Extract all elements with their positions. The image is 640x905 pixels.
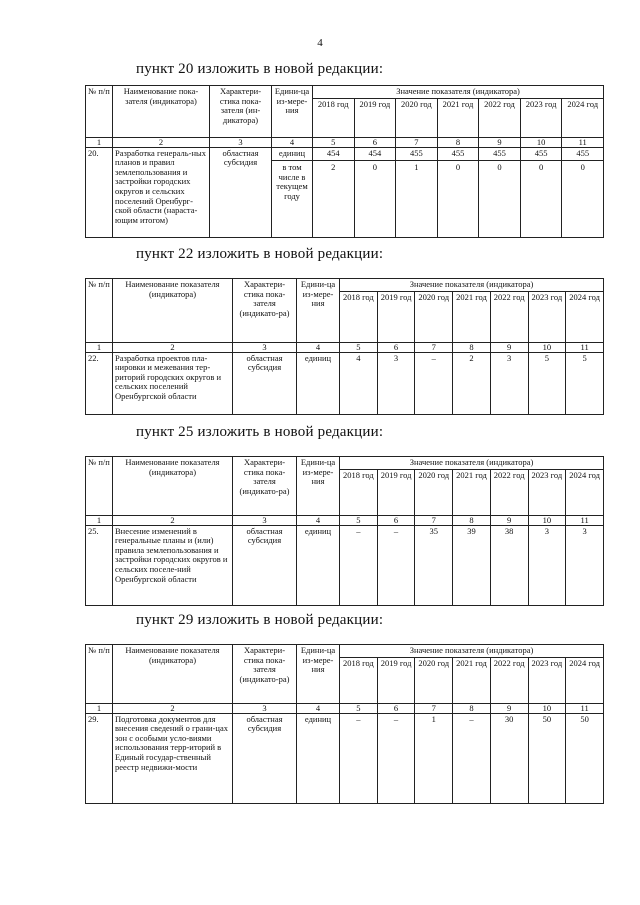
- value-cell: [377, 352, 415, 414]
- value-cell: [490, 525, 528, 605]
- value-text: –: [393, 525, 399, 536]
- column-number-cell: 11: [566, 703, 604, 713]
- value-text: 455: [451, 147, 465, 158]
- column-number-cell: 8: [453, 342, 491, 352]
- column-number-cell: 7: [415, 703, 453, 713]
- value-text: 2: [313, 160, 354, 173]
- value-cell: [415, 525, 453, 605]
- header-unit-cell: Едини-ца из-мере-ния: [297, 457, 340, 516]
- column-number-cell: 1: [86, 703, 113, 713]
- column-number-cell: 7: [415, 515, 453, 525]
- column-number-cell: 10: [528, 703, 566, 713]
- value-cell: [415, 713, 453, 803]
- column-number-cell: 2: [113, 515, 233, 525]
- header-name-cell: Наименование показателя (индикатора): [113, 645, 233, 704]
- column-numbers-row: [86, 703, 604, 713]
- value-text: 5: [544, 352, 549, 363]
- column-number-cell: 6: [377, 515, 415, 525]
- header-year-cell: 2023 год: [528, 657, 566, 703]
- section-title: пункт 22 изложить в новой редакции:: [136, 246, 384, 262]
- value-cell: [490, 352, 528, 414]
- row-number-cell: 25.: [86, 525, 113, 605]
- unit-cell: [297, 352, 340, 414]
- header-name-cell: Наименование показателя (индикатора): [113, 279, 233, 343]
- value-cell: [528, 525, 566, 605]
- column-number-cell: 8: [453, 703, 491, 713]
- unit-label: в том числе в текущем году: [272, 160, 312, 201]
- header-value-cell: Значение показателя (индикатора): [340, 457, 604, 470]
- header-year-cell: 2024 год: [566, 657, 604, 703]
- value-text: –: [356, 713, 361, 724]
- header-value-cell: Значение показателя (индикатора): [340, 279, 604, 292]
- header-year-cell: 2022 год: [490, 657, 528, 703]
- value-cell: [313, 147, 355, 237]
- header-year-cell: 2020 год: [415, 291, 453, 342]
- value-text: 3: [507, 352, 512, 363]
- indicator-table: [85, 85, 604, 238]
- indicator-name-cell: Внесение изменений в генеральные планы и (или) правила землепользования и застройки городских округов и сельских поселе-ний Оренбургской области: [113, 525, 233, 605]
- table-row: [86, 713, 604, 803]
- header-name-cell: Наименование показателя (индикатора): [113, 457, 233, 516]
- value-cell: [437, 147, 479, 237]
- value-text: –: [431, 352, 436, 363]
- value-text: 2: [469, 352, 474, 363]
- value-cell: [479, 147, 521, 237]
- value-cell: [377, 525, 415, 605]
- column-number-cell: 10: [528, 515, 566, 525]
- value-text: 30: [504, 713, 514, 724]
- header-year-cell: 2019 год: [354, 98, 396, 137]
- header-unit-cell: Едини-ца из-мере-ния: [272, 86, 313, 138]
- value-text: 4: [356, 352, 361, 363]
- section-title: пункт 25 изложить в новой редакции:: [136, 424, 384, 440]
- header-year-cell: 2024 год: [566, 291, 604, 342]
- table-row: [86, 525, 604, 605]
- value-text: 3: [582, 525, 587, 536]
- value-text: 455: [410, 147, 423, 158]
- column-number-cell: 2: [113, 342, 233, 352]
- table-header-row: [86, 279, 604, 292]
- value-text: 0: [479, 160, 520, 173]
- column-number-cell: 10: [528, 342, 566, 352]
- value-cell: [453, 713, 491, 803]
- value-text: –: [469, 713, 474, 724]
- column-number-cell: 9: [490, 703, 528, 713]
- value-cell: [415, 352, 453, 414]
- value-cell: [490, 713, 528, 803]
- row-number-cell: 20.: [86, 147, 113, 237]
- column-numbers-row: [86, 515, 604, 525]
- column-number-cell: 9: [479, 137, 521, 147]
- value-text: 0: [438, 160, 479, 173]
- value-cell: [528, 713, 566, 803]
- value-cell: [566, 352, 604, 414]
- value-text: –: [356, 525, 361, 536]
- column-number-cell: 6: [377, 703, 415, 713]
- value-cell: [340, 352, 378, 414]
- indicator-name-cell: Разработка проектов пла-нировки и межевания тер-риторий городских округов и сельских поселений Оренбургской области: [113, 352, 233, 414]
- header-year-cell: 2020 год: [396, 98, 438, 137]
- value-text: 454: [326, 147, 340, 158]
- header-year-cell: 2018 год: [340, 469, 378, 515]
- header-year-cell: 2024 год: [566, 469, 604, 515]
- value-text: 0: [521, 160, 562, 173]
- header-year-cell: 2021 год: [453, 469, 491, 515]
- column-number-cell: 6: [377, 342, 415, 352]
- header-year-cell: 2018 год: [340, 291, 378, 342]
- indicator-table: [85, 278, 604, 415]
- column-numbers-row: [86, 342, 604, 352]
- header-num-cell: № п/п: [86, 457, 113, 516]
- header-num-cell: № п/п: [86, 645, 113, 704]
- section-title: пункт 20 изложить в новой редакции:: [136, 61, 384, 77]
- characteristic-cell: областная субсидия: [233, 352, 297, 414]
- header-unit-cell: Едини-ца из-мере-ния: [297, 279, 340, 343]
- header-year-cell: 2022 год: [490, 291, 528, 342]
- header-unit-cell: Едини-ца из-мере-ния: [297, 645, 340, 704]
- header-num-cell: № п/п: [86, 279, 113, 343]
- table-row: [86, 352, 604, 414]
- indicator-name-cell: Подготовка документов для внесения сведений о грани-цах зон с особыми усло-виями использования терр-иторий в Единый государ-ственный реестр недвижи-мости: [113, 713, 233, 803]
- header-year-cell: 2021 год: [437, 98, 479, 137]
- header-year-cell: 2023 год: [520, 98, 562, 137]
- indicator-table: [85, 644, 604, 804]
- value-text: 50: [580, 713, 589, 724]
- unit-cell: [272, 147, 313, 237]
- value-text: 455: [576, 147, 590, 158]
- column-number-cell: 3: [233, 703, 297, 713]
- value-cell: [377, 713, 415, 803]
- value-text: 5: [582, 352, 587, 363]
- column-number-cell: 5: [313, 137, 355, 147]
- value-text: 39: [467, 525, 476, 536]
- value-cell: [566, 713, 604, 803]
- column-number-cell: 1: [86, 342, 113, 352]
- table-header-row: [86, 645, 604, 658]
- value-text: 50: [542, 713, 552, 724]
- unit-label: единиц: [278, 147, 306, 158]
- value-cell: [396, 147, 438, 237]
- value-cell: [566, 525, 604, 605]
- header-year-cell: 2022 год: [490, 469, 528, 515]
- header-year-cell: 2021 год: [453, 657, 491, 703]
- characteristic-cell: областная субсидия: [210, 147, 272, 237]
- header-value-cell: Значение показателя (индикатора): [340, 645, 604, 658]
- section-title: пункт 29 изложить в новой редакции:: [136, 612, 384, 628]
- unit-label: единиц: [304, 713, 332, 724]
- column-number-cell: 11: [562, 137, 604, 147]
- header-year-cell: 2021 год: [453, 291, 491, 342]
- value-text: –: [393, 713, 399, 724]
- column-number-cell: 5: [340, 515, 378, 525]
- header-characteristic-cell: Характери-стика пока-зателя (индикато-ра): [233, 457, 297, 516]
- value-cell: [354, 147, 396, 237]
- header-name-cell: Наименование пока-зателя (индикатора): [113, 86, 210, 138]
- column-number-cell: 3: [233, 342, 297, 352]
- indicator-table: [85, 456, 604, 606]
- column-number-cell: 8: [453, 515, 491, 525]
- column-number-cell: 4: [272, 137, 313, 147]
- header-characteristic-cell: Характери-стика пока-зателя (индикато-ра): [233, 645, 297, 704]
- value-cell: [340, 713, 378, 803]
- column-number-cell: 11: [566, 342, 604, 352]
- unit-label: единиц: [304, 352, 332, 363]
- header-year-cell: 2023 год: [528, 291, 566, 342]
- row-number-cell: 29.: [86, 713, 113, 803]
- value-text: 455: [534, 147, 548, 158]
- value-cell: [520, 147, 562, 237]
- column-number-cell: 3: [210, 137, 272, 147]
- value-cell: [340, 525, 378, 605]
- header-year-cell: 2018 год: [313, 98, 355, 137]
- value-text: 1: [431, 713, 436, 724]
- unit-label: единиц: [304, 525, 332, 536]
- row-number-cell: 22.: [86, 352, 113, 414]
- column-number-cell: 4: [297, 703, 340, 713]
- value-text: 0: [355, 160, 396, 173]
- column-number-cell: 4: [297, 342, 340, 352]
- column-number-cell: 9: [490, 515, 528, 525]
- column-number-cell: 4: [297, 515, 340, 525]
- value-text: 35: [429, 525, 438, 536]
- table-header-row: [86, 86, 604, 99]
- column-number-cell: 7: [396, 137, 438, 147]
- column-number-cell: 3: [233, 515, 297, 525]
- column-number-cell: 8: [437, 137, 479, 147]
- value-text: 3: [393, 352, 399, 363]
- column-number-cell: 9: [490, 342, 528, 352]
- header-year-cell: 2024 год: [562, 98, 604, 137]
- column-number-cell: 2: [113, 137, 210, 147]
- header-year-cell: 2018 год: [340, 657, 378, 703]
- value-text: 455: [493, 147, 506, 158]
- page-number: 4: [317, 37, 323, 49]
- characteristic-cell: областная субсидия: [233, 713, 297, 803]
- value-cell: [528, 352, 566, 414]
- value-text: 38: [504, 525, 514, 536]
- value-text: 0: [562, 160, 603, 173]
- value-cell: [562, 147, 604, 237]
- unit-cell: [297, 525, 340, 605]
- header-year-cell: 2022 год: [479, 98, 521, 137]
- header-num-cell: № п/п: [86, 86, 113, 138]
- column-number-cell: 2: [113, 703, 233, 713]
- column-number-cell: 7: [415, 342, 453, 352]
- header-year-cell: 2023 год: [528, 469, 566, 515]
- unit-cell: [297, 713, 340, 803]
- characteristic-cell: областная субсидия: [233, 525, 297, 605]
- value-cell: [453, 352, 491, 414]
- header-year-cell: 2020 год: [415, 469, 453, 515]
- value-cell: [453, 525, 491, 605]
- column-number-cell: 1: [86, 137, 113, 147]
- column-number-cell: 11: [566, 515, 604, 525]
- column-number-cell: 10: [520, 137, 562, 147]
- header-value-cell: Значение показателя (индикатора): [313, 86, 604, 99]
- column-number-cell: 5: [340, 703, 378, 713]
- table-row: [86, 147, 604, 237]
- indicator-name-cell: Разработка генераль-ных планов и правил землепользования и застройки городских округов и сельских поселений Оренбург-ской области (нараста-ющим итогом): [113, 147, 210, 237]
- table-header-row: [86, 457, 604, 470]
- header-year-cell: 2020 год: [415, 657, 453, 703]
- column-numbers-row: [86, 137, 604, 147]
- column-number-cell: 1: [86, 515, 113, 525]
- value-text: 1: [396, 160, 437, 173]
- header-year-cell: 2019 год: [377, 291, 415, 342]
- column-number-cell: 5: [340, 342, 378, 352]
- header-characteristic-cell: Характери-стика пока-зателя (индикато-ра): [233, 279, 297, 343]
- header-year-cell: 2019 год: [377, 469, 415, 515]
- header-year-cell: 2019 год: [377, 657, 415, 703]
- value-text: 454: [368, 147, 382, 158]
- column-number-cell: 6: [354, 137, 396, 147]
- header-characteristic-cell: Характери-стика пока-зателя (ин-дикатора): [210, 86, 272, 138]
- value-text: 3: [544, 525, 549, 536]
